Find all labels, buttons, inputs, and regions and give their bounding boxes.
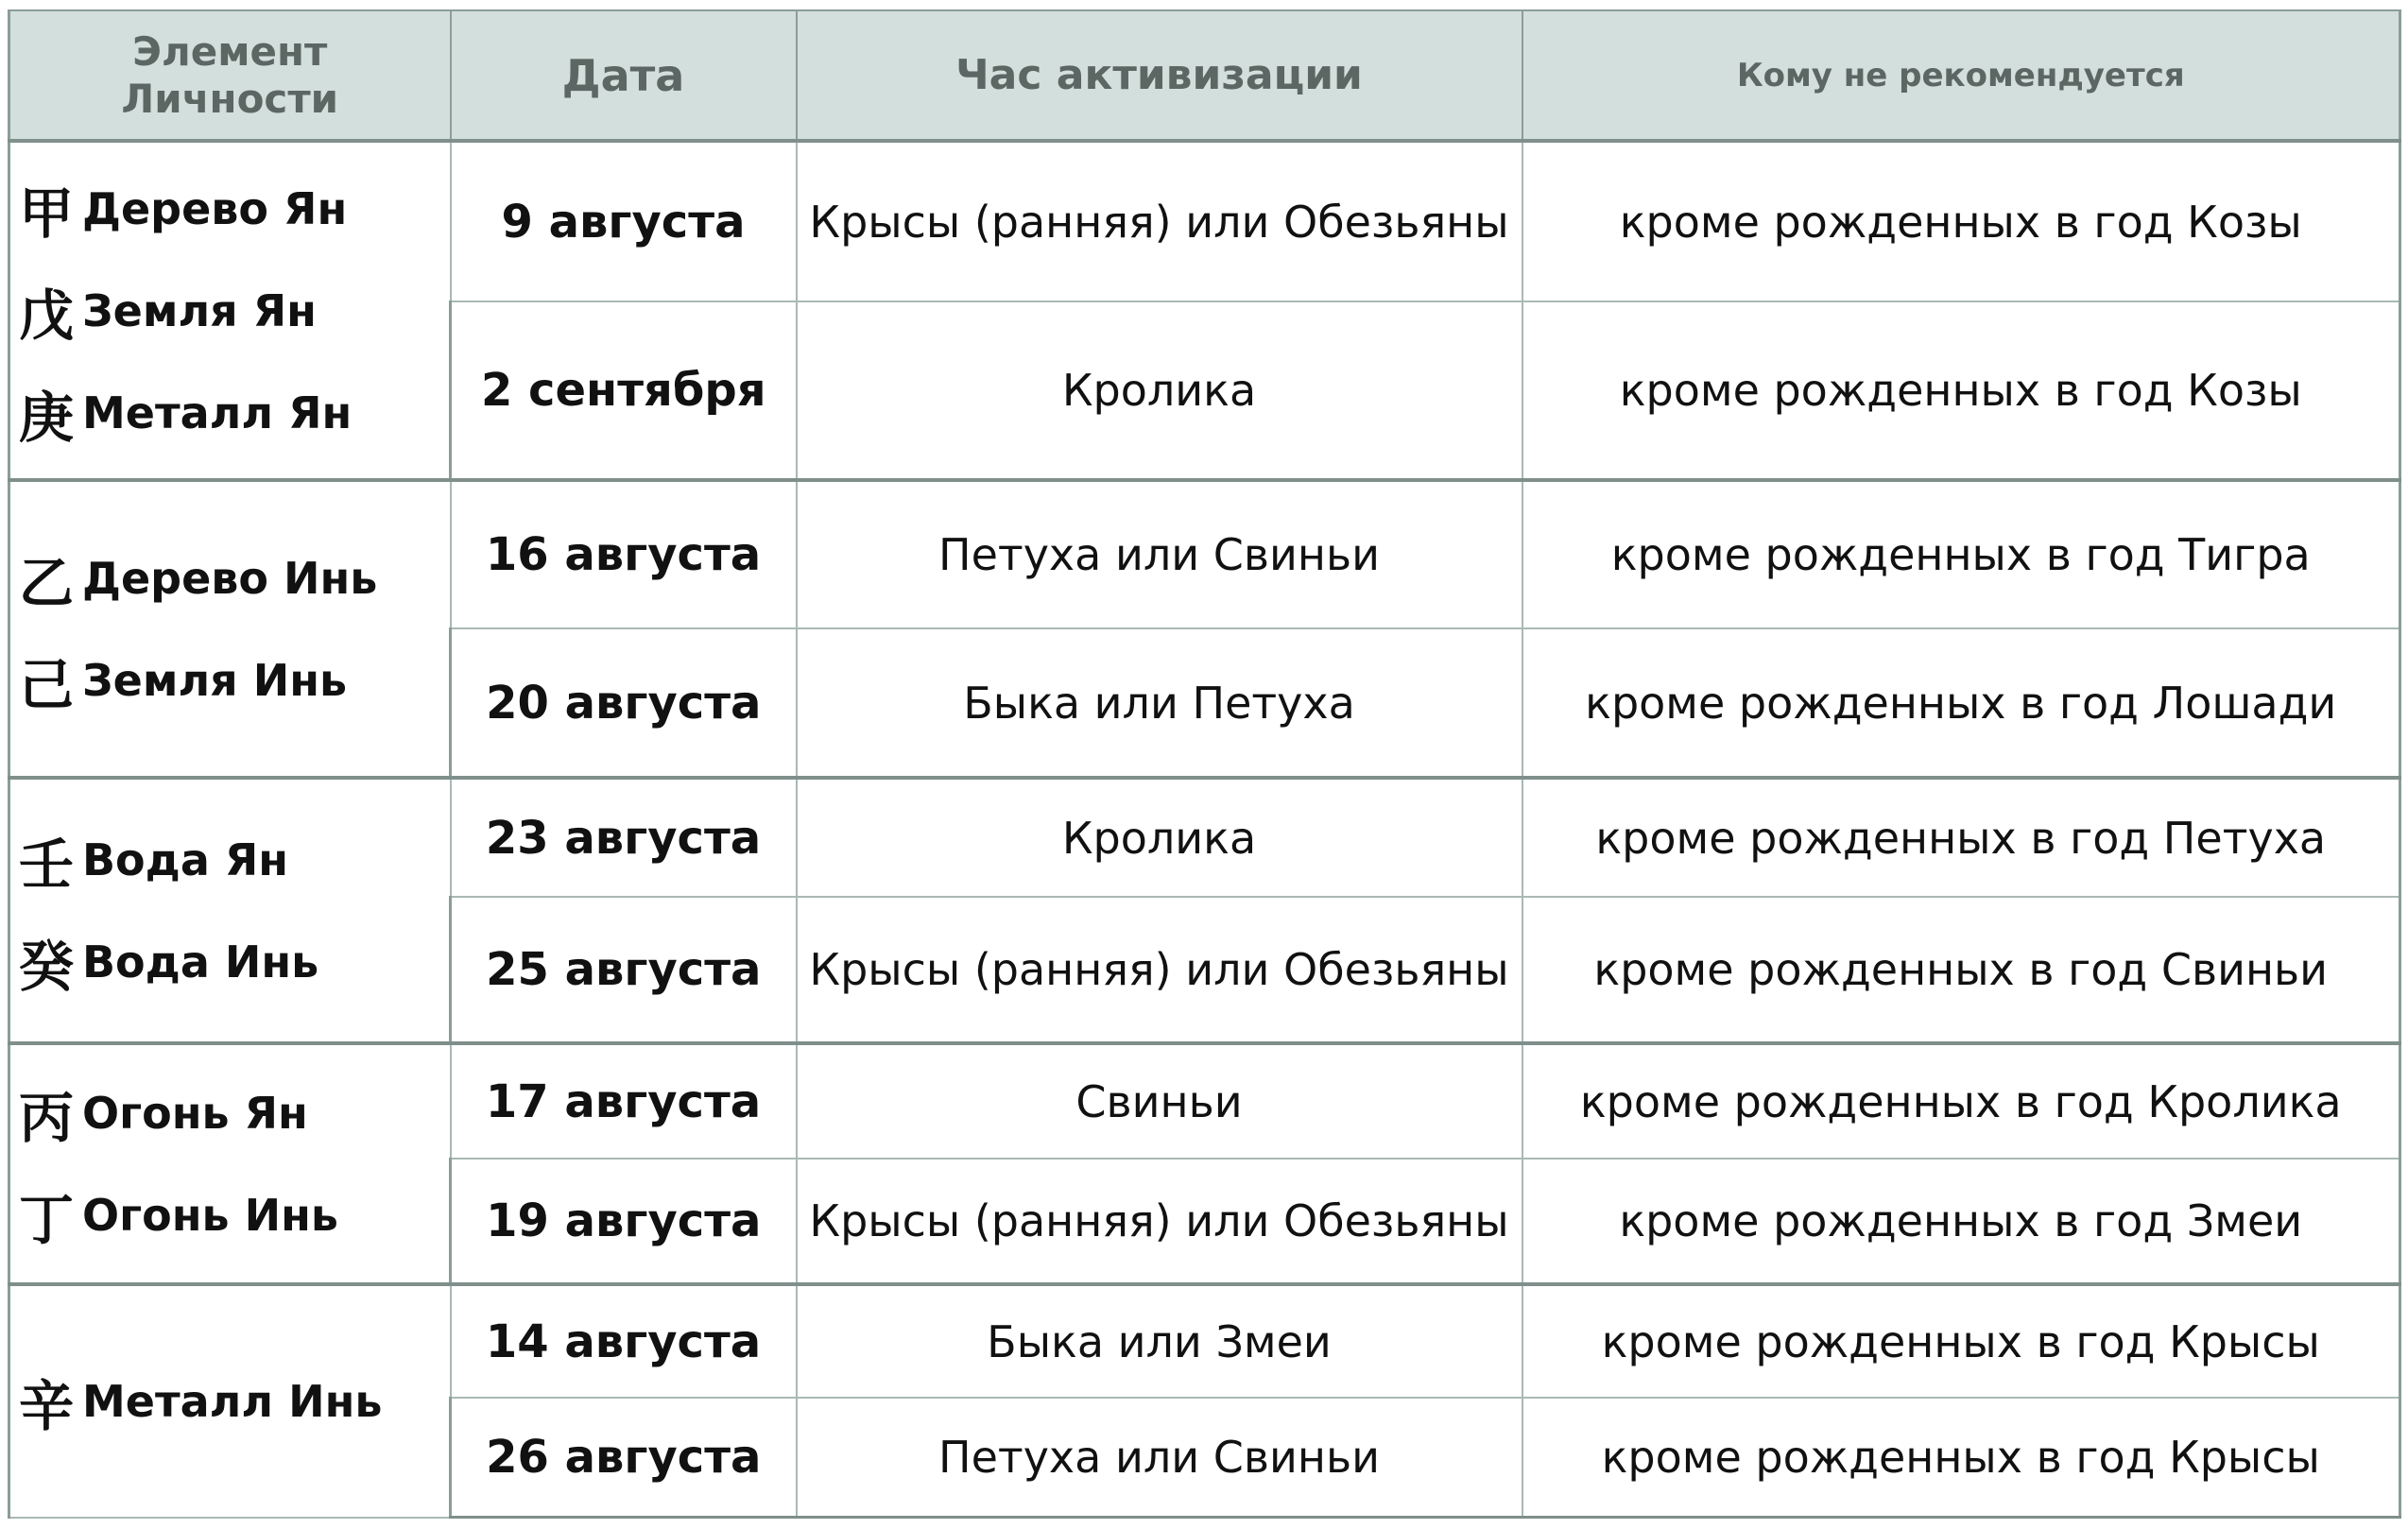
date-cell: 19 августа: [451, 1159, 797, 1284]
date-cell: 2 сентября: [451, 301, 797, 480]
table-row: [9, 141, 2400, 301]
hour-cell: Кролика: [797, 778, 1522, 897]
element-name: Огонь Инь: [82, 1189, 338, 1241]
header-not-recommended: Кому не рекомендуется: [1522, 10, 2400, 141]
date-cell: 26 августа: [451, 1398, 797, 1517]
element-glyph: 己: [18, 652, 74, 717]
element-glyph: 癸: [18, 934, 74, 999]
not-recommended-cell: кроме рожденных в год Кролика: [1522, 1043, 2400, 1159]
header-row: [9, 10, 2400, 141]
element-glyph: 甲: [18, 180, 74, 246]
element-glyph: 乙: [18, 550, 74, 615]
element-glyph: 壬: [18, 832, 74, 897]
element-name: Огонь Ян: [82, 1087, 308, 1139]
hour-cell: Свиньи: [797, 1043, 1522, 1159]
not-recommended-cell: кроме рожденных в год Крысы: [1522, 1284, 2400, 1398]
header-element: [9, 10, 451, 141]
element-entry: [10, 1164, 449, 1266]
activation-table: [8, 9, 2401, 1519]
element-name: Вода Инь: [82, 936, 319, 988]
hour-cell: Быка или Петуха: [797, 628, 1522, 778]
element-name: Дерево Ян: [82, 182, 348, 234]
date-cell: 14 августа: [451, 1284, 797, 1398]
not-recommended-cell: кроме рожденных в год Тигра: [1522, 480, 2400, 628]
not-recommended-cell: кроме рожденных в год Змеи: [1522, 1159, 2400, 1284]
date-cell: 23 августа: [451, 778, 797, 897]
not-recommended-cell: кроме рожденных в год Свиньи: [1522, 897, 2400, 1043]
element-glyph: 丙: [18, 1085, 74, 1150]
date-cell: 17 августа: [451, 1043, 797, 1159]
date-cell: 20 августа: [451, 628, 797, 778]
element-glyph: 庚: [18, 385, 74, 450]
element-entry: [10, 260, 449, 362]
element-name: Земля Инь: [82, 654, 348, 706]
table-row: [9, 778, 2400, 897]
date-cell: 9 августа: [451, 141, 797, 301]
element-entry: [10, 362, 449, 464]
hour-cell: Крысы (ранняя) или Обезьяны: [797, 141, 1522, 301]
hour-cell: Быка или Змеи: [797, 1284, 1522, 1398]
element-name: Металл Инь: [82, 1375, 383, 1427]
table-row: [9, 1284, 2400, 1398]
hour-cell: Петуха или Свиньи: [797, 480, 1522, 628]
table-row: [9, 480, 2400, 628]
not-recommended-cell: кроме рожденных в год Лошади: [1522, 628, 2400, 778]
hour-cell: Петуха или Свиньи: [797, 1398, 1522, 1517]
element-entry: [10, 1062, 449, 1164]
header-element-line2: Личности: [121, 75, 339, 122]
header-element-line1: Элемент: [132, 27, 328, 75]
element-entry: [10, 629, 449, 731]
element-glyph: 戊: [18, 283, 74, 348]
element-cell: [9, 141, 451, 480]
date-cell: 16 августа: [451, 480, 797, 628]
hour-cell: Крысы (ранняя) или Обезьяны: [797, 1159, 1522, 1284]
element-entry: [10, 911, 449, 1013]
element-cell: [9, 1284, 451, 1517]
element-glyph: 辛: [18, 1373, 74, 1438]
element-entry: [10, 527, 449, 629]
not-recommended-cell: кроме рожденных в год Петуха: [1522, 778, 2400, 897]
header-date: Дата: [451, 10, 797, 141]
element-name: Вода Ян: [82, 833, 289, 885]
element-name: Земля Ян: [82, 284, 317, 336]
element-cell: [9, 480, 451, 778]
not-recommended-cell: кроме рожденных в год Козы: [1522, 301, 2400, 480]
table-row: [9, 1043, 2400, 1159]
element-glyph: 丁: [18, 1187, 74, 1252]
element-name: Металл Ян: [82, 387, 353, 438]
element-entry: [10, 158, 449, 260]
element-name: Дерево Инь: [82, 552, 378, 604]
date-cell: 25 августа: [451, 897, 797, 1043]
element-entry: [10, 1350, 449, 1452]
not-recommended-cell: кроме рожденных в год Крысы: [1522, 1398, 2400, 1517]
element-cell: [9, 778, 451, 1043]
element-cell: [9, 1043, 451, 1284]
header-hour: Час активизации: [797, 10, 1522, 141]
element-entry: [10, 809, 449, 911]
hour-cell: Кролика: [797, 301, 1522, 480]
hour-cell: Крысы (ранняя) или Обезьяны: [797, 897, 1522, 1043]
not-recommended-cell: кроме рожденных в год Козы: [1522, 141, 2400, 301]
